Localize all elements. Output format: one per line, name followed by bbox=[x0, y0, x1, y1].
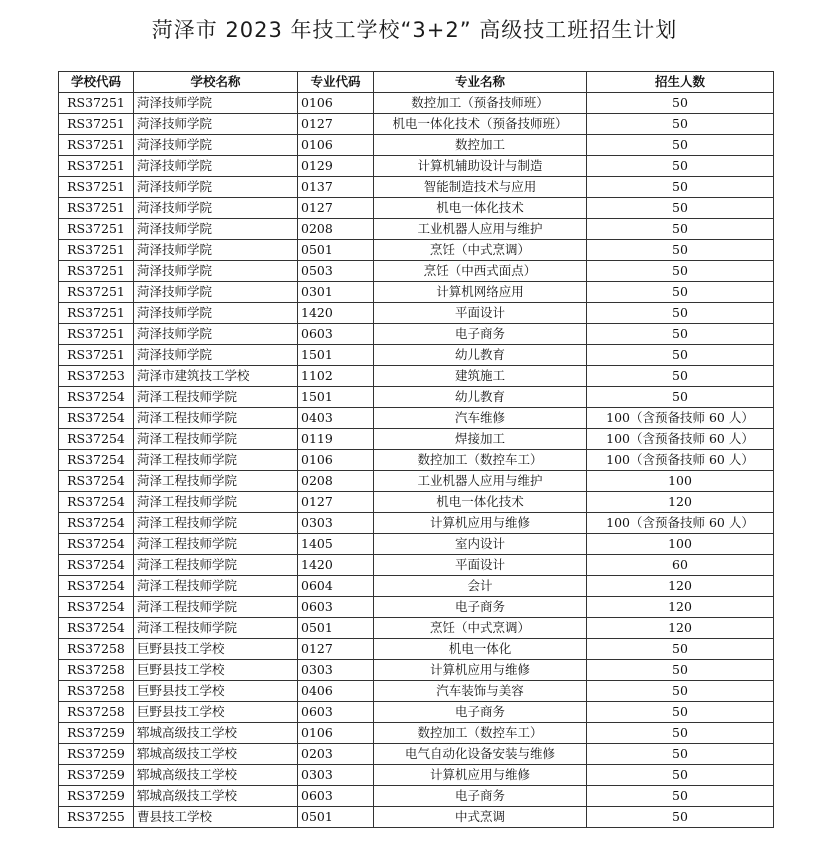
major-code-cell: 0203 bbox=[298, 744, 374, 765]
table-row bbox=[59, 765, 774, 786]
table-row bbox=[59, 93, 774, 114]
major-code-cell: 0603 bbox=[298, 324, 374, 345]
school-name-cell: 巨野县技工学校 bbox=[134, 660, 298, 681]
school-code-cell: RS37254 bbox=[59, 471, 134, 492]
major-name-cell: 计算机应用与维修 bbox=[374, 513, 587, 534]
major-code-cell: 0501 bbox=[298, 618, 374, 639]
school-code-cell: RS37254 bbox=[59, 387, 134, 408]
school-name-cell: 菏泽技师学院 bbox=[134, 219, 298, 240]
major-code-cell: 0127 bbox=[298, 639, 374, 660]
table-row bbox=[59, 660, 774, 681]
school-name-cell: 菏泽技师学院 bbox=[134, 261, 298, 282]
enrollment-count-cell: 50 bbox=[587, 114, 774, 135]
enrollment-count-cell: 120 bbox=[587, 576, 774, 597]
table-row bbox=[59, 786, 774, 807]
school-name-cell: 菏泽技师学院 bbox=[134, 303, 298, 324]
major-code-cell: 1420 bbox=[298, 303, 374, 324]
school-code-cell: RS37253 bbox=[59, 366, 134, 387]
school-code-cell: RS37254 bbox=[59, 555, 134, 576]
enrollment-plan-table bbox=[58, 71, 774, 828]
major-name-cell: 数控加工（数控车工） bbox=[374, 450, 587, 471]
school-name-cell: 郓城高级技工学校 bbox=[134, 744, 298, 765]
school-code-cell: RS37251 bbox=[59, 198, 134, 219]
major-code-cell: 0119 bbox=[298, 429, 374, 450]
major-name-cell: 电子商务 bbox=[374, 786, 587, 807]
school-name-cell: 巨野县技工学校 bbox=[134, 681, 298, 702]
major-code-cell: 0303 bbox=[298, 660, 374, 681]
table-row bbox=[59, 807, 774, 828]
school-name-cell: 菏泽技师学院 bbox=[134, 135, 298, 156]
major-name-cell: 工业机器人应用与维护 bbox=[374, 219, 587, 240]
table-row bbox=[59, 198, 774, 219]
major-name-cell: 数控加工 bbox=[374, 135, 587, 156]
enrollment-count-cell: 100（含预备技师 60 人） bbox=[587, 450, 774, 471]
enrollment-count-cell: 120 bbox=[587, 492, 774, 513]
header-major-name: 专业名称 bbox=[374, 72, 587, 93]
school-code-cell: RS37251 bbox=[59, 282, 134, 303]
major-name-cell: 计算机应用与维修 bbox=[374, 660, 587, 681]
enrollment-count-cell: 50 bbox=[587, 261, 774, 282]
school-name-cell: 菏泽工程技师学院 bbox=[134, 450, 298, 471]
major-name-cell: 电子商务 bbox=[374, 324, 587, 345]
school-code-cell: RS37254 bbox=[59, 534, 134, 555]
enrollment-count-cell: 50 bbox=[587, 345, 774, 366]
enrollment-count-cell: 60 bbox=[587, 555, 774, 576]
table-row bbox=[59, 723, 774, 744]
major-code-cell: 0303 bbox=[298, 765, 374, 786]
major-code-cell: 0129 bbox=[298, 156, 374, 177]
major-name-cell: 计算机网络应用 bbox=[374, 282, 587, 303]
major-name-cell: 幼儿教育 bbox=[374, 345, 587, 366]
school-name-cell: 菏泽技师学院 bbox=[134, 324, 298, 345]
major-name-cell: 计算机应用与维修 bbox=[374, 765, 587, 786]
major-code-cell: 0127 bbox=[298, 198, 374, 219]
table-row bbox=[59, 513, 774, 534]
major-code-cell: 0208 bbox=[298, 471, 374, 492]
table-row bbox=[59, 534, 774, 555]
major-name-cell: 智能制造技术与应用 bbox=[374, 177, 587, 198]
major-name-cell: 数控加工（数控车工） bbox=[374, 723, 587, 744]
table-row bbox=[59, 408, 774, 429]
major-name-cell: 电子商务 bbox=[374, 702, 587, 723]
major-name-cell: 焊接加工 bbox=[374, 429, 587, 450]
major-name-cell: 电子商务 bbox=[374, 597, 587, 618]
major-code-cell: 0127 bbox=[298, 492, 374, 513]
enrollment-count-cell: 50 bbox=[587, 324, 774, 345]
major-name-cell: 室内设计 bbox=[374, 534, 587, 555]
school-code-cell: RS37259 bbox=[59, 765, 134, 786]
major-code-cell: 0603 bbox=[298, 786, 374, 807]
table-row bbox=[59, 324, 774, 345]
major-code-cell: 0106 bbox=[298, 135, 374, 156]
enrollment-count-cell: 50 bbox=[587, 681, 774, 702]
enrollment-count-cell: 50 bbox=[587, 786, 774, 807]
header-school-code: 学校代码 bbox=[59, 72, 134, 93]
major-name-cell: 机电一体化技术（预备技师班） bbox=[374, 114, 587, 135]
enrollment-count-cell: 50 bbox=[587, 282, 774, 303]
major-code-cell: 0106 bbox=[298, 450, 374, 471]
table-row bbox=[59, 618, 774, 639]
table-row bbox=[59, 555, 774, 576]
table-row bbox=[59, 597, 774, 618]
major-name-cell: 机电一体化 bbox=[374, 639, 587, 660]
major-name-cell: 机电一体化技术 bbox=[374, 198, 587, 219]
school-name-cell: 曹县技工学校 bbox=[134, 807, 298, 828]
school-name-cell: 菏泽技师学院 bbox=[134, 156, 298, 177]
major-code-cell: 0106 bbox=[298, 93, 374, 114]
major-code-cell: 0127 bbox=[298, 114, 374, 135]
enrollment-count-cell: 50 bbox=[587, 219, 774, 240]
school-code-cell: RS37251 bbox=[59, 345, 134, 366]
major-name-cell: 数控加工（预备技师班） bbox=[374, 93, 587, 114]
enrollment-count-cell: 50 bbox=[587, 366, 774, 387]
school-name-cell: 郓城高级技工学校 bbox=[134, 723, 298, 744]
enrollment-count-cell: 100（含预备技师 60 人） bbox=[587, 513, 774, 534]
enrollment-count-cell: 50 bbox=[587, 765, 774, 786]
school-name-cell: 菏泽工程技师学院 bbox=[134, 555, 298, 576]
major-code-cell: 0137 bbox=[298, 177, 374, 198]
school-code-cell: RS37254 bbox=[59, 597, 134, 618]
table-row bbox=[59, 639, 774, 660]
table-row bbox=[59, 702, 774, 723]
major-name-cell: 机电一体化技术 bbox=[374, 492, 587, 513]
school-code-cell: RS37251 bbox=[59, 240, 134, 261]
school-code-cell: RS37254 bbox=[59, 618, 134, 639]
major-code-cell: 1102 bbox=[298, 366, 374, 387]
school-name-cell: 菏泽工程技师学院 bbox=[134, 513, 298, 534]
school-code-cell: RS37251 bbox=[59, 177, 134, 198]
major-code-cell: 0603 bbox=[298, 597, 374, 618]
major-code-cell: 0303 bbox=[298, 513, 374, 534]
table-row bbox=[59, 135, 774, 156]
school-code-cell: RS37254 bbox=[59, 513, 134, 534]
school-name-cell: 菏泽技师学院 bbox=[134, 114, 298, 135]
enrollment-count-cell: 50 bbox=[587, 639, 774, 660]
school-name-cell: 菏泽工程技师学院 bbox=[134, 408, 298, 429]
school-code-cell: RS37251 bbox=[59, 324, 134, 345]
school-code-cell: RS37251 bbox=[59, 303, 134, 324]
major-code-cell: 1501 bbox=[298, 345, 374, 366]
major-code-cell: 0603 bbox=[298, 702, 374, 723]
enrollment-count-cell: 100 bbox=[587, 471, 774, 492]
table-row bbox=[59, 345, 774, 366]
enrollment-count-cell: 50 bbox=[587, 702, 774, 723]
table-row bbox=[59, 576, 774, 597]
table-row bbox=[59, 114, 774, 135]
school-name-cell: 菏泽技师学院 bbox=[134, 93, 298, 114]
school-name-cell: 菏泽工程技师学院 bbox=[134, 471, 298, 492]
school-code-cell: RS37251 bbox=[59, 156, 134, 177]
school-name-cell: 菏泽技师学院 bbox=[134, 282, 298, 303]
table-row bbox=[59, 156, 774, 177]
enrollment-count-cell: 120 bbox=[587, 618, 774, 639]
table-row bbox=[59, 219, 774, 240]
enrollment-count-cell: 50 bbox=[587, 660, 774, 681]
major-code-cell: 0501 bbox=[298, 240, 374, 261]
school-name-cell: 菏泽技师学院 bbox=[134, 177, 298, 198]
table-row bbox=[59, 744, 774, 765]
major-name-cell: 平面设计 bbox=[374, 555, 587, 576]
table-body bbox=[59, 93, 774, 828]
table-row bbox=[59, 387, 774, 408]
school-name-cell: 郓城高级技工学校 bbox=[134, 765, 298, 786]
enrollment-count-cell: 50 bbox=[587, 156, 774, 177]
major-code-cell: 1501 bbox=[298, 387, 374, 408]
major-name-cell: 建筑施工 bbox=[374, 366, 587, 387]
school-name-cell: 菏泽工程技师学院 bbox=[134, 429, 298, 450]
major-name-cell: 烹饪（中西式面点） bbox=[374, 261, 587, 282]
enrollment-count-cell: 50 bbox=[587, 303, 774, 324]
header-enrollment-count: 招生人数 bbox=[587, 72, 774, 93]
major-name-cell: 幼儿教育 bbox=[374, 387, 587, 408]
table-row bbox=[59, 492, 774, 513]
table-header-row bbox=[59, 72, 774, 93]
major-code-cell: 0301 bbox=[298, 282, 374, 303]
enrollment-count-cell: 120 bbox=[587, 597, 774, 618]
school-code-cell: RS37258 bbox=[59, 702, 134, 723]
enrollment-count-cell: 100 bbox=[587, 534, 774, 555]
table-row bbox=[59, 429, 774, 450]
major-name-cell: 烹饪（中式烹调） bbox=[374, 618, 587, 639]
school-code-cell: RS37254 bbox=[59, 450, 134, 471]
school-code-cell: RS37259 bbox=[59, 723, 134, 744]
school-code-cell: RS37258 bbox=[59, 660, 134, 681]
major-name-cell: 汽车装饰与美容 bbox=[374, 681, 587, 702]
school-name-cell: 菏泽工程技师学院 bbox=[134, 576, 298, 597]
major-code-cell: 1405 bbox=[298, 534, 374, 555]
major-name-cell: 计算机辅助设计与制造 bbox=[374, 156, 587, 177]
table-row bbox=[59, 240, 774, 261]
school-code-cell: RS37251 bbox=[59, 261, 134, 282]
page-title: 菏泽市 2023 年技工学校“3+2” 高级技工班招生计划 bbox=[151, 18, 678, 42]
enrollment-count-cell: 50 bbox=[587, 198, 774, 219]
major-code-cell: 0406 bbox=[298, 681, 374, 702]
major-code-cell: 1420 bbox=[298, 555, 374, 576]
school-name-cell: 菏泽市建筑技工学校 bbox=[134, 366, 298, 387]
school-code-cell: RS37251 bbox=[59, 219, 134, 240]
school-code-cell: RS37259 bbox=[59, 786, 134, 807]
enrollment-count-cell: 50 bbox=[587, 135, 774, 156]
major-name-cell: 中式烹调 bbox=[374, 807, 587, 828]
table-row bbox=[59, 471, 774, 492]
school-code-cell: RS37254 bbox=[59, 429, 134, 450]
school-name-cell: 菏泽技师学院 bbox=[134, 240, 298, 261]
enrollment-count-cell: 50 bbox=[587, 177, 774, 198]
school-code-cell: RS37258 bbox=[59, 639, 134, 660]
school-code-cell: RS37251 bbox=[59, 114, 134, 135]
school-name-cell: 菏泽技师学院 bbox=[134, 345, 298, 366]
enrollment-count-cell: 50 bbox=[587, 387, 774, 408]
school-name-cell: 菏泽工程技师学院 bbox=[134, 387, 298, 408]
table-row bbox=[59, 450, 774, 471]
enrollment-count-cell: 100（含预备技师 60 人） bbox=[587, 408, 774, 429]
school-code-cell: RS37251 bbox=[59, 93, 134, 114]
major-code-cell: 0403 bbox=[298, 408, 374, 429]
school-code-cell: RS37255 bbox=[59, 807, 134, 828]
school-code-cell: RS37254 bbox=[59, 492, 134, 513]
school-code-cell: RS37258 bbox=[59, 681, 134, 702]
enrollment-count-cell: 50 bbox=[587, 723, 774, 744]
table-row bbox=[59, 177, 774, 198]
school-code-cell: RS37259 bbox=[59, 744, 134, 765]
table-row bbox=[59, 366, 774, 387]
table-row bbox=[59, 282, 774, 303]
header-major-code: 专业代码 bbox=[298, 72, 374, 93]
school-name-cell: 郓城高级技工学校 bbox=[134, 786, 298, 807]
school-code-cell: RS37251 bbox=[59, 135, 134, 156]
major-name-cell: 电气自动化设备安装与维修 bbox=[374, 744, 587, 765]
school-name-cell: 菏泽技师学院 bbox=[134, 198, 298, 219]
enrollment-count-cell: 50 bbox=[587, 807, 774, 828]
major-code-cell: 0208 bbox=[298, 219, 374, 240]
major-name-cell: 工业机器人应用与维护 bbox=[374, 471, 587, 492]
major-name-cell: 烹饪（中式烹调） bbox=[374, 240, 587, 261]
major-code-cell: 0106 bbox=[298, 723, 374, 744]
school-name-cell: 菏泽工程技师学院 bbox=[134, 618, 298, 639]
school-name-cell: 菏泽工程技师学院 bbox=[134, 492, 298, 513]
table-row bbox=[59, 261, 774, 282]
school-name-cell: 巨野县技工学校 bbox=[134, 702, 298, 723]
major-name-cell: 平面设计 bbox=[374, 303, 587, 324]
school-name-cell: 巨野县技工学校 bbox=[134, 639, 298, 660]
major-code-cell: 0501 bbox=[298, 807, 374, 828]
school-name-cell: 菏泽工程技师学院 bbox=[134, 534, 298, 555]
enrollment-count-cell: 100（含预备技师 60 人） bbox=[587, 429, 774, 450]
school-code-cell: RS37254 bbox=[59, 408, 134, 429]
enrollment-count-cell: 50 bbox=[587, 240, 774, 261]
enrollment-count-cell: 50 bbox=[587, 93, 774, 114]
header-school-name: 学校名称 bbox=[134, 72, 298, 93]
school-name-cell: 菏泽工程技师学院 bbox=[134, 597, 298, 618]
enrollment-count-cell: 50 bbox=[587, 744, 774, 765]
major-name-cell: 汽车维修 bbox=[374, 408, 587, 429]
major-code-cell: 0604 bbox=[298, 576, 374, 597]
school-code-cell: RS37254 bbox=[59, 576, 134, 597]
table-row bbox=[59, 681, 774, 702]
major-code-cell: 0503 bbox=[298, 261, 374, 282]
table-row bbox=[59, 303, 774, 324]
major-name-cell: 会计 bbox=[374, 576, 587, 597]
